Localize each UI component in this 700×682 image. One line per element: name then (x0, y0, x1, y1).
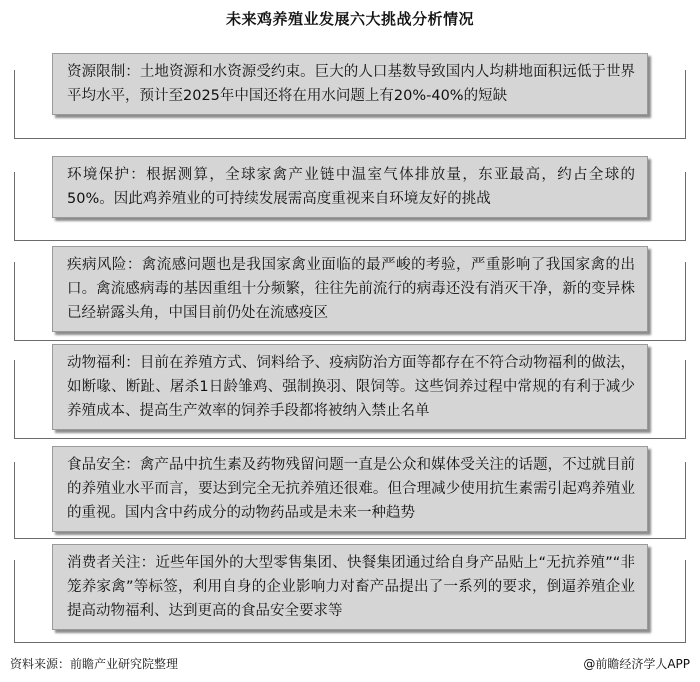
source-note: 资料来源：前瞻产业研究院整理 (10, 657, 179, 671)
item-box (52, 544, 648, 630)
item-box (52, 344, 648, 430)
item-text: 禽流感问题也是我国家禽业面临的最严峻的考验，严重影响了我国家禽的出口。禽流感病毒的基因重组十分频繁，往往先前流行的病毒还没有消灭干净，新的变异株已经崭露头角，中国目前仍处在流感疫区 (67, 257, 635, 321)
page-title: 未来鸡养殖业发展六大挑战分析情况 (225, 10, 474, 28)
item-label: 食品安全： (67, 457, 140, 473)
item-text: 禽产品中抗生素及药物残留问题一直是公众和媒体受关注的话题，不过就目前的养殖业水平而言，要达到完全无抗养殖还很难。但合理减少使用抗生素需引起鸡养殖业的重视。国内含中药成分的动物药品或是未来一种趋势 (67, 457, 636, 521)
item-label: 动物福利： (67, 355, 140, 371)
brand-credit: @前瞻经济学人APP (583, 657, 690, 671)
item-box (52, 156, 648, 218)
item-label: 疾病风险： (67, 257, 142, 273)
item-box (52, 53, 648, 115)
item-text: 土地资源和水资源受约束。巨大的人口基数导致国内人均耕地面积远低于世界平均水平，预计至2025年中国还将在用水问题上有20%-40%的短缺 (67, 64, 636, 104)
item-text: 近些年国外的大型零售集团、快餐集团通过给自身产品贴上“无抗养殖”“非笼养家禽”等标签，利用自身的企业影响力对畜产品提出了一系列的要求，倒逼养殖企业提高动物福利、达到更高的食品安全要求等 (67, 555, 635, 619)
item-label: 资源限制： (67, 64, 140, 80)
item-text: 根据测算，全球家禽产业链中温室气体排放量，东亚最高，约占全球的50%。因此鸡养殖业的可持续发展需高度重视来自环境友好的挑战 (67, 167, 636, 207)
item-box (52, 246, 648, 332)
item-text: 目前在养殖方式、饲料给予、疫病防治方面等都存在不符合动物福利的做法，如断喙、断趾、屠杀1日龄雏鸡、强制换羽、限饲等。这些饲养过程中常规的有利于减少养殖成本、提高生产效率的饲养手段都将被纳入禁止名单 (67, 355, 636, 419)
item-label: 消费者关注： (67, 555, 156, 571)
item-label: 环境保护： (67, 167, 147, 183)
item-box (52, 446, 648, 532)
